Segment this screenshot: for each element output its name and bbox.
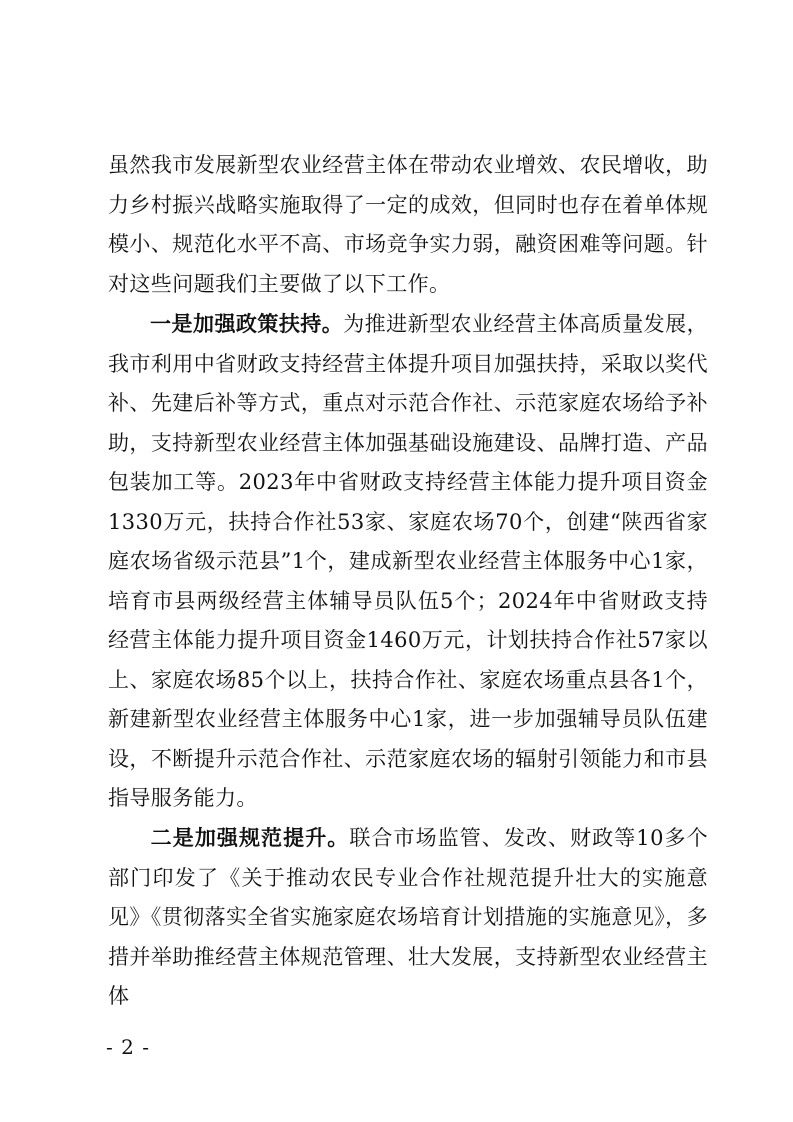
paragraph-standardization-text: 联合市场监管、发改、财政等10多个部门印发了《关于推动农民专业合作社规范提升壮大的实施意见》《贯彻落实全省实施家庭农场培育计划措施的实施意见》，多措并举助推经营主体规范管理、壮大发展，支持新型农业经营主体 [108,826,708,1008]
paragraph-standardization [108,818,708,1017]
paragraph-intro [108,146,708,304]
paragraph-lead-heading: 二是加强规范提升。 [150,825,350,850]
paragraph-policy-support-text: 为推进新型农业经营主体高质量发展，我市利用中省财政支持经营主体提升项目加强扶持，采取以奖代补、先建后补等方式，重点对示范合作社、示范家庭农场给予补助，支持新型农业经营主体加强基础设施建设、品牌打造、产品包装加工等。2023年中省财政支持经营主体能力提升项目资金1330万元，扶持合作社53家、家庭农场70个，创建“陕西省家庭农场省级示范县”1个，建成新型农业经营主体服务中心1家，培育市县两级经营主体辅导员队伍5个；2024年中省财政支持经营主体能力提升项目资金1460万元，计划扶持合作社57家以上、家庭农场85个以上，扶持合作社、家庭农场重点县各1个，新建新型农业经营主体服务中心1家，进一步加强辅导员队伍建设，不断提升示范合作社、示范家庭农场的辐射引领能力和市县指导服务能力。 [108,312,708,810]
paragraph-intro-text: 虽然我市发展新型农业经营主体在带动农业增效、农民增收，助力乡村振兴战略实施取得了一定的成效，但同时也存在着单体规模小、规范化水平不高、市场竞争实力弱，融资困难等问题。针对这些问题我们主要做了以下工作。 [108,153,708,296]
paragraph-lead-heading: 一是加强政策扶持。 [150,311,344,336]
paragraph-policy-support [108,304,708,819]
page-number: - 2 - [106,1035,150,1059]
